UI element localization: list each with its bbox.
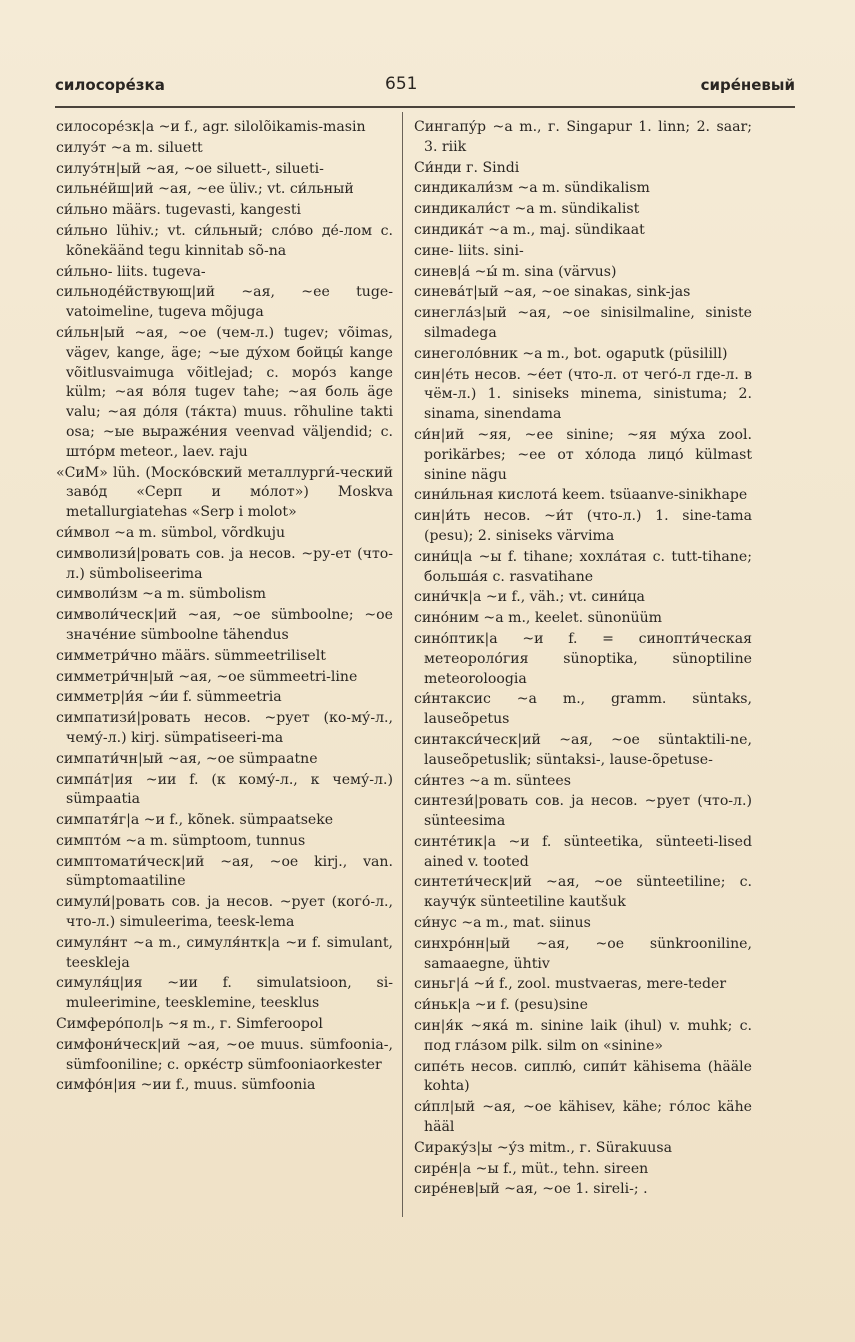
dictionary-entry: си́пл|ый ~ая, ~ое kähisev, kähe; го́лос kähe hääl — [414, 1099, 752, 1136]
dictionary-entry: сире́нев|ый ~ая, ~ое 1. sireli-; . — [414, 1181, 648, 1198]
dictionary-entry: Сираку́з|ы ~у́з mitm., г. Sürakuusa — [414, 1139, 672, 1156]
column-divider — [402, 112, 403, 1217]
dictionary-entry: симпати́чн|ый ~ая, ~ое sümpaatne — [56, 750, 318, 767]
dictionary-entry: Си́нди г. Sindi — [414, 159, 520, 176]
dictionary-entry: син|я́к ~яка́ m. sinine laik (ihul) v. muhk; с. под гла́зом pilk. silm on «sinine» — [414, 1018, 752, 1054]
dictionary-entry: симметри́чно määrs. sümmeetriliselt — [56, 647, 326, 664]
right-column — [414, 118, 752, 1218]
dictionary-entry: сини́льная кислота́ keem. tsüaanve-sinikhape — [414, 487, 748, 504]
dictionary-entry: синева́т|ый ~ая, ~ое sinakas, sink-jas — [414, 284, 691, 301]
header-rule — [55, 106, 795, 108]
dictionary-entry: симфони́ческ|ий ~ая, ~ое muus. sümfoonia-, sümfooniline; с. орке́стр sümfooniaorkester — [56, 1036, 393, 1073]
dictionary-entry: «СиМ» lüh. (Моско́вский металлурги́-ческий заво́д «Серп и мо́лот») Moskva metallurgiatehas «Serp i molot» — [56, 464, 393, 521]
dictionary-entry: синегла́з|ый ~ая, ~ое sinisilmaline, siniste silmadega — [414, 305, 752, 341]
dictionary-entry: сильноде́йствующ|ий ~ая, ~ее tuge-vatoimeline, tugeva mõjuga — [56, 284, 393, 321]
dictionary-entry: силуэ́тн|ый ~ая, ~ое siluett-, silueti- — [56, 160, 324, 177]
dictionary-entry: сини́чк|а ~и f., väh.; vt. сини́ца — [414, 589, 645, 606]
dictionary-entry: си́нус ~а m., mat. siinus — [414, 915, 591, 932]
dictionary-entry: сильне́йш|ий ~ая, ~ее üliv.; vt. си́льный — [56, 181, 354, 198]
dictionary-entry: симпатизи́|ровать несов. ~рует (ко-му́-л., чему́-л.) kirj. sümpatiseeri-ma — [56, 710, 393, 746]
dictionary-entry: сини́ц|а ~ы f. tihane; хохла́тая с. tutt-tihane; больша́я с. rasvatihane — [414, 548, 752, 585]
dictionary-entry: си́ньк|а ~и f. (pesu)sine — [414, 997, 588, 1014]
dictionary-entry: син|и́ть несов. ~и́т (что-л.) 1. sine-tama (pesu); 2. siniseks värvima — [414, 508, 752, 544]
dictionary-entry: силосоре́зк|а ~и f., agr. silolõikamis-masin — [56, 119, 366, 135]
dictionary-entry: син|е́ть несов. ~е́ет (что-л. от чего́-л где-л. в чём-л.) 1. siniseks minema, sinistuma; 2. sinama, sinendama — [414, 366, 752, 423]
dictionary-entry: сино́птик|а ~и f. = синопти́ческая метеороло́гия sünoptika, sünoptiline meteoroloogia — [414, 630, 752, 687]
dictionary-entry: символи́ческ|ий ~ая, ~ое sümboolne; ~ое значе́ние sümboolne tähendus — [56, 607, 393, 643]
dictionary-entry: симптомати́ческ|ий ~ая, ~ое kirj., van. sümptomaatiline — [56, 853, 393, 890]
left-column — [56, 118, 393, 1218]
dictionary-entry: символизи́|ровать сов. ja несов. ~ру-ет (что-л.) sümboliseerima — [56, 545, 393, 582]
dictionary-entry: симпатя́г|а ~и f., kõnek. sümpaatseke — [56, 812, 334, 829]
dictionary-entry: сипе́ть несов. сиплю́, сипи́т kähisema (hääle kohta) — [414, 1058, 752, 1095]
dictionary-entry: си́льно- liits. tugeva- — [56, 263, 206, 280]
dictionary-entry: сире́н|а ~ы f., müt., tehn. sireen — [414, 1160, 649, 1177]
dictionary-entry: синхро́нн|ый ~ая, ~ое sünkrooniline, samaaegne, ühtiv — [414, 935, 752, 972]
dictionary-entry: симфо́н|ия ~ии f., muus. sümfoonia — [56, 1077, 316, 1094]
dictionary-entry: синдикали́зм ~а m. sündikalism — [414, 180, 650, 197]
dictionary-entry: симпа́т|ия ~ии f. (к кому́-л., к чему́-л.) sümpaatia — [56, 771, 393, 808]
dictionary-entry: си́льн|ый ~ая, ~ое (чем-л.) tugev; võimas, vägev, kange, äge; ~ые ду́хом бойцы́ kange võitlusvaimuga võitlejad; с. моро́з kange külm; ~ая во́ля tugev tahe; ~ая боль äge valu; ~ая до́ля (та́кта) muus. rõhuline takti osa; ~ые выраже́ния veenvad väljendid; с. што́рм meteor., laev. raju — [56, 324, 393, 460]
dictionary-entry: сино́ним ~а m., keelet. sünonüüm — [414, 610, 663, 627]
page-number: 651 — [385, 74, 418, 94]
header-left-guide-word: силосоре́зка — [55, 76, 165, 94]
dictionary-entry: сине- liits. sini- — [414, 242, 524, 259]
dictionary-entry: синтети́ческ|ий ~ая, ~ое sünteetiline; с. каучу́к sünteetiline kautšuk — [414, 874, 752, 911]
dictionary-entry: синеголо́вник ~а m., bot. ogaputk (püsilill) — [414, 345, 728, 362]
dictionary-entry: си́н|ий ~яя, ~ее sinine; ~яя му́ха zool. porikärbes; ~ее от хо́лода лицо́ külmast sinine nägu — [414, 426, 752, 483]
dictionary-entry: синдика́т ~а m., maj. sündikaat — [414, 221, 645, 238]
dictionary-entry: симметр|и́я ~и́и f. sümmeetria — [56, 689, 282, 706]
dictionary-entry: Симферо́пол|ь ~я m., г. Simferoopol — [56, 1016, 323, 1033]
dictionary-entry: синдикали́ст ~а m. sündikalist — [414, 201, 640, 218]
dictionary-entry: симпто́м ~а m. sümptoom, tunnus — [56, 832, 306, 849]
dictionary-entry: си́нтез ~а m. süntees — [414, 772, 571, 789]
dictionary-entry: симуля́ц|ия ~ии f. simulatsioon, si-muleerimine, teesklemine, teesklus — [56, 975, 393, 1012]
dictionary-entry: си́нтаксис ~а m., gramm. süntaks, lauseõpetus — [414, 691, 752, 728]
page-header — [55, 70, 795, 104]
dictionary-entry: си́льно määrs. tugevasti, kangesti — [56, 202, 301, 219]
dictionary-entry: силуэ́т ~а m. siluett — [56, 139, 203, 156]
dictionary-entry: синтакси́ческ|ий ~ая, ~ое süntaktili-ne, lauseõpetuslik; süntaksi-, lause-õpetuse- — [414, 731, 752, 768]
dictionary-entry: си́мвол ~а m. sümbol, võrdkuju — [56, 524, 286, 541]
dictionary-entry: символи́зм ~а m. sümbolism — [56, 586, 266, 603]
dictionary-entry: Сингапу́р ~а m., г. Singapur 1. linn; 2. saar; 3. riik — [414, 119, 752, 155]
dictionary-entry: симметри́чн|ый ~ая, ~ое sümmeetri-line — [56, 668, 358, 685]
dictionary-entry: синьг|а́ ~и́ f., zool. mustvaeras, mere-teder — [414, 976, 727, 993]
dictionary-entry: симули́|ровать сов. ja несов. ~рует (кого́-л., что-л.) simuleerima, teesk-lema — [56, 894, 393, 931]
dictionary-entry: симуля́нт ~а m., симуля́нтк|а ~и f. simulant, teeskleja — [56, 934, 393, 971]
dictionary-entry: синте́тик|а ~и f. sünteetika, sünteeti-lised ained v. tooted — [414, 833, 752, 870]
dictionary-entry: синев|а́ ~ы́ m. sina (värvus) — [414, 263, 617, 280]
dictionary-entry: си́льно lühiv.; vt. си́льный; сло́во де́-лом с. kõnekäänd tegu kinnitab sõ-na — [56, 222, 393, 259]
header-right-guide-word: сире́невый — [700, 76, 795, 94]
dictionary-entry: синтези́|ровать сов. ja несов. ~рует (что-л.) sünteesima — [414, 793, 752, 830]
